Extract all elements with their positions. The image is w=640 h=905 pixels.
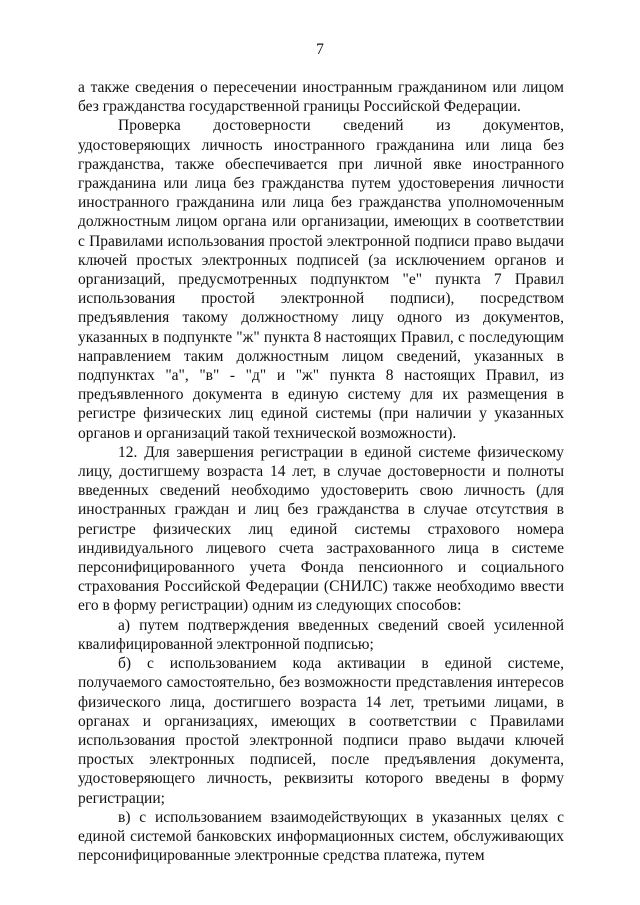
paragraph-item-12: 12. Для завершения регистрации в единой системе физическому лицу, достигшему возраста 14 лет, в случае достоверности и полноты введенных сведений необходимо удостоверить свою личность (для иностранных граждан и лиц без гражданства в случае отсутствия в регистре физических лиц единой системы страхового номера индивидуального лицевого счета застрахованного лица в системе персонифицированного учета Фонда пенсионного и социального страхования Российской Федерации (СНИЛС) также необходимо ввести его в форму регистрации) одним из следующих способов: <box>78 443 564 615</box>
paragraph-identity-verification: Проверка достоверности сведений из документов, удостоверяющих личность иностранного гражданина или лица без гражданства, также обеспечивается при личной явке иностранного гражданина или лица без гражданства путем удостоверения личности иностранного гражданина или лица без гражданства уполномоченным должностным лицом органа или организации, имеющих в соответствии с Правилами использования простой электронной подписи право выдачи ключей простых электронных подписей (за исключением органов и организаций, предусмотренных подпунктом "е" пункта 7 Правил использования простой электронной подписи), посредством предъявления такому должностному лицу одного из документов, указанных в подпункте "ж" пункта 8 настоящих Правил, с последующим направлением таким должностным лицом сведений, указанных в подпунктах "а", "в" - "д" и "ж" пункта 8 настоящих Правил, из предъявленного документа в единую систему для их размещения в регистре физических лиц единой системы (при наличии у указанных органов и организаций такой технической возможности). <box>78 117 564 442</box>
paragraph-subitem-v: в) с использованием взаимодействующих в указанных целях с единой системой банковских информационных систем, обслуживающих персонифицированные электронные средства платежа, путем <box>78 808 564 865</box>
paragraph-subitem-b: б) с использованием кода активации в единой системе, получаемого самостоятельно, без возможности представления интересов физического лица, достигшего возраста 14 лет, третьими лицами, в органах и организациях, имеющих в соответствии с Правилами использования простой электронной подписи право выдачи ключей простых электронных подписей, после предъявления документа, удостоверяющего личность, реквизиты которого введены в форму регистрации; <box>78 655 564 807</box>
paragraph-continuation: а также сведения о пересечении иностранным гражданином или лицом без гражданства государственной границы Российской Федерации. <box>78 79 564 116</box>
page-number: 7 <box>316 41 324 58</box>
paragraph-subitem-a: а) путем подтверждения введенных сведений своей усиленной квалифицированной электронной подписью; <box>78 616 564 653</box>
document-body <box>78 78 564 865</box>
